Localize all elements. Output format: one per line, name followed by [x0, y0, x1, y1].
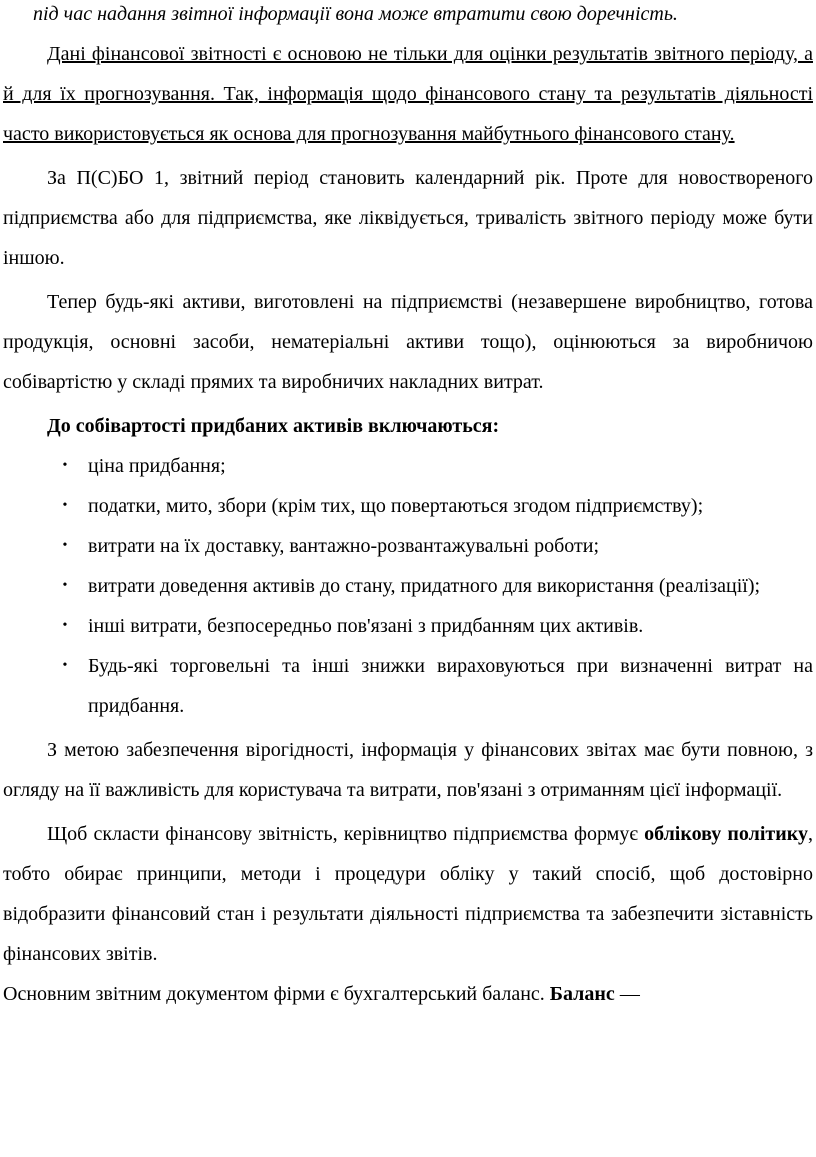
list-item-text: податки, мито, збори (крім тих, що повертаються згодом підприємству); — [88, 495, 704, 517]
paragraph-policy-end: , тобто обирає принципи, методи і процедури обліку у такий спосіб, щоб достовірно відобразити фінансовий стан і результати діяльності підприємства та забезпечити зіставність фінансових звітів. — [3, 823, 813, 965]
paragraph-balance — [3, 974, 813, 1014]
list-item-text: витрати доведення активів до стану, придатного для використання (реалізації); — [88, 575, 761, 597]
list-item-text: ціна придбання; — [88, 455, 226, 477]
list-item-text: інші витрати, безпосередньо пов'язані з придбанням цих активів. — [88, 615, 644, 637]
line-top: під час надання звітної інформації вона може втратити свою доречність. — [33, 3, 678, 25]
bullet-icon: • — [62, 498, 68, 513]
paragraph-policy — [3, 814, 813, 974]
paragraph-policy-start: Щоб скласти фінансову звітність, керівництво підприємства формує — [47, 823, 645, 845]
list-item-text: витрати на їх доставку, вантажно-розвантажувальні роботи; — [88, 535, 600, 557]
term-balance: Баланс — [549, 983, 615, 1005]
list-item — [62, 486, 813, 526]
paragraph-assets: Тепер будь-які активи, виготовлені на підприємстві (незавершене виробництво, готова продукція, основні засоби, нематеріальні активи тощо), оцінюються за виробничою собівартістю у складі прямих та виробничих накладних витрат. — [3, 291, 813, 393]
list-item — [62, 446, 813, 486]
bullet-icon: • — [62, 458, 68, 473]
term-accounting-policy: облікову політику — [644, 823, 808, 845]
paragraph-forecast: Дані фінансової звітності є основою не тільки для оцінки результатів звітного періоду, а й для їх прогнозування. Так, інформація щодо фінансового стану та результатів діяльності часто використовується як основа для прогнозування майбутнього фінансового стану. — [3, 43, 813, 145]
list-item-text: Будь-які торговельні та інші знижки вираховуються при визначенні витрат на придбання. — [88, 655, 813, 717]
paragraph-balance-end: — — [614, 983, 640, 1005]
cost-list — [3, 446, 813, 726]
paragraph-reliability: З метою забезпечення вірогідності, інформація у фінансових звітах має бути повною, з огляду на її важливість для користувача та витрати, пов'язані з отриманням цієї інформації. — [3, 739, 813, 801]
bullet-icon: • — [62, 578, 68, 593]
bullet-icon: • — [62, 658, 68, 673]
bullet-icon: • — [62, 618, 68, 633]
list-item — [62, 646, 813, 726]
heading-cost: До собівартості придбаних активів включаються: — [47, 415, 500, 437]
list-item — [62, 526, 813, 566]
paragraph-period: За П(С)БО 1, звітний період становить календарний рік. Проте для новоствореного підприємства або для підприємства, яке ліквідується, тривалість звітного періоду може бути іншою. — [3, 167, 813, 269]
paragraph-balance-start: Основним звітним документом фірми є бухгалтерський баланс. — [3, 983, 550, 1005]
bullet-icon: • — [62, 538, 68, 553]
list-item — [62, 566, 813, 606]
list-item — [62, 606, 813, 646]
